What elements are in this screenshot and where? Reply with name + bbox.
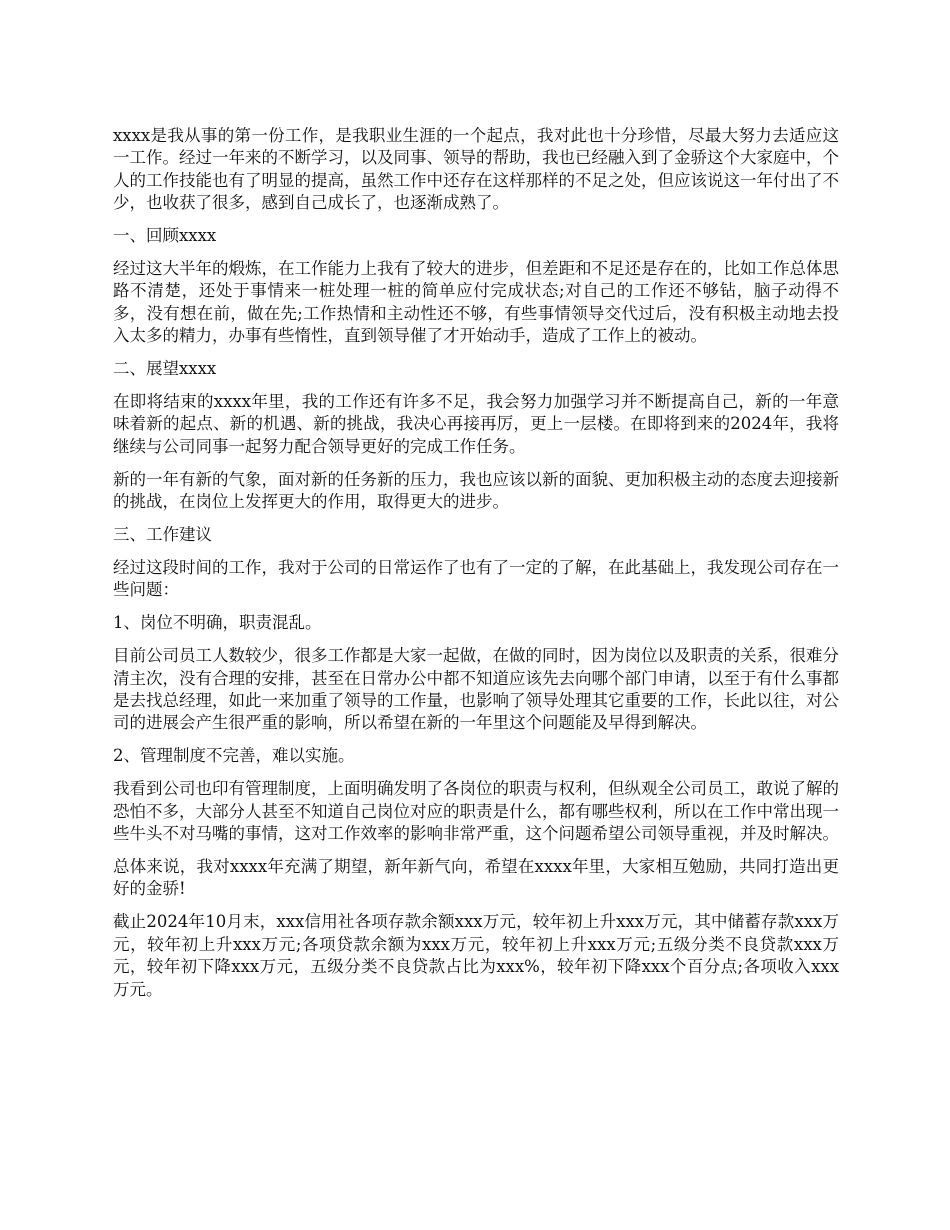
paragraph-review: 经过这大半年的煅炼，在工作能力上我有了较大的进步，但差距和不足还是存在的，比如工作总体思路不清楚，还处于事情来一桩处理一桩的简单应付完成状态;对自己的工作还不够钻，脑子动得不多，没有想在前，做在先;工作热情和主动性还不够，有些事情领导交代过后，没有积极主动地去投入太多的精力，办事有些惰性，直到领导催了才开始动手，造成了工作上的被动。: [113, 259, 839, 346]
subheading-management-system: 2、管理制度不完善，难以实施。: [113, 746, 355, 766]
paragraph-summary: 总体来说，我对xxxx年充满了期望，新年新气向，希望在xxxx年里，大家相互勉励，共同打造出更好的金骄!: [113, 856, 839, 899]
paragraph-unclear-roles: 目前公司员工人数较少，很多工作都是大家一起做，在做的同时，因为岗位以及职责的关系，很难分清主次，没有合理的安排，甚至在日常办公中都不知道应该先去向哪个部门申请，以至于有什么事都是去找总经理，如此一来加重了领导的工作量，也影响了领导处理其它重要的工作，长此以往，对公司的进展会产生很严重的影响，所以希望在新的一年里这个问题能及早得到解决。: [113, 646, 839, 733]
paragraph-management-system: 我看到公司也印有管理制度，上面明确发明了各岗位的职责与权利，但纵观全公司员工，敢说了解的恐怕不多，大部分人甚至不知道自己岗位对应的职责是什么，都有哪些权利，所以在工作中常出现一些牛头不对马嘴的事情，这对工作效率的影响非常严重，这个问题希望公司领导重视，并及时解决。: [113, 779, 839, 844]
document-body: [113, 125, 839, 1011]
paragraph-financial-report: 截止2024年10月末，xxx信用社各项存款余额xxx万元，较年初上升xxx万元，其中储蓄存款xxx万元，较年初上升xxx万元;各项贷款余额为xxx万元，较年初上升xxx万元;五级分类不良贷款xxx万元，较年初下降xxx万元，五级分类不良贷款占比为xxx%，较年初下降xxx个百分点;各项收入xxx万元。: [113, 912, 839, 999]
paragraph-suggestions-intro: 经过这段时间的工作，我对于公司的日常运作了也有了一定的了解，在此基础上，我发现公司存在一些问题：: [113, 558, 839, 600]
paragraph-outlook-2: 新的一年有新的气象，面对新的任务新的压力，我也应该以新的面貌、更加积极主动的态度去迎接新的挑战，在岗位上发挥更大的作用，取得更大的进步。: [113, 469, 839, 512]
paragraph-intro: xxxx是我从事的第一份工作，是我职业生涯的一个起点，我对此也十分珍惜，尽最大努力去适应这一工作。经过一年来的不断学习，以及同事、领导的帮助，我也已经融入到了金骄这个大家庭中，个人的工作技能也有了明显的提高，虽然工作中还存在这样那样的不足之处，但应该说这一年付出了不少，也收获了很多，感到自己成长了，也逐渐成熟了。: [113, 126, 839, 213]
subheading-unclear-roles: 1、岗位不明确，职责混乱。: [113, 613, 322, 633]
heading-suggestions: 三、工作建议: [113, 525, 212, 545]
paragraph-outlook-1: 在即将结束的xxxx年里，我的工作还有许多不足，我会努力加强学习并不断提高自己，新的一年意味着新的起点、新的机遇、新的挑战，我决心再接再厉，更上一层楼。在即将到来的2024年，我将继续与公司同事一起努力配合领导更好的完成工作任务。: [113, 392, 839, 456]
heading-review: 一、回顾xxxx: [113, 226, 217, 246]
heading-outlook: 二、展望xxxx: [113, 359, 217, 379]
